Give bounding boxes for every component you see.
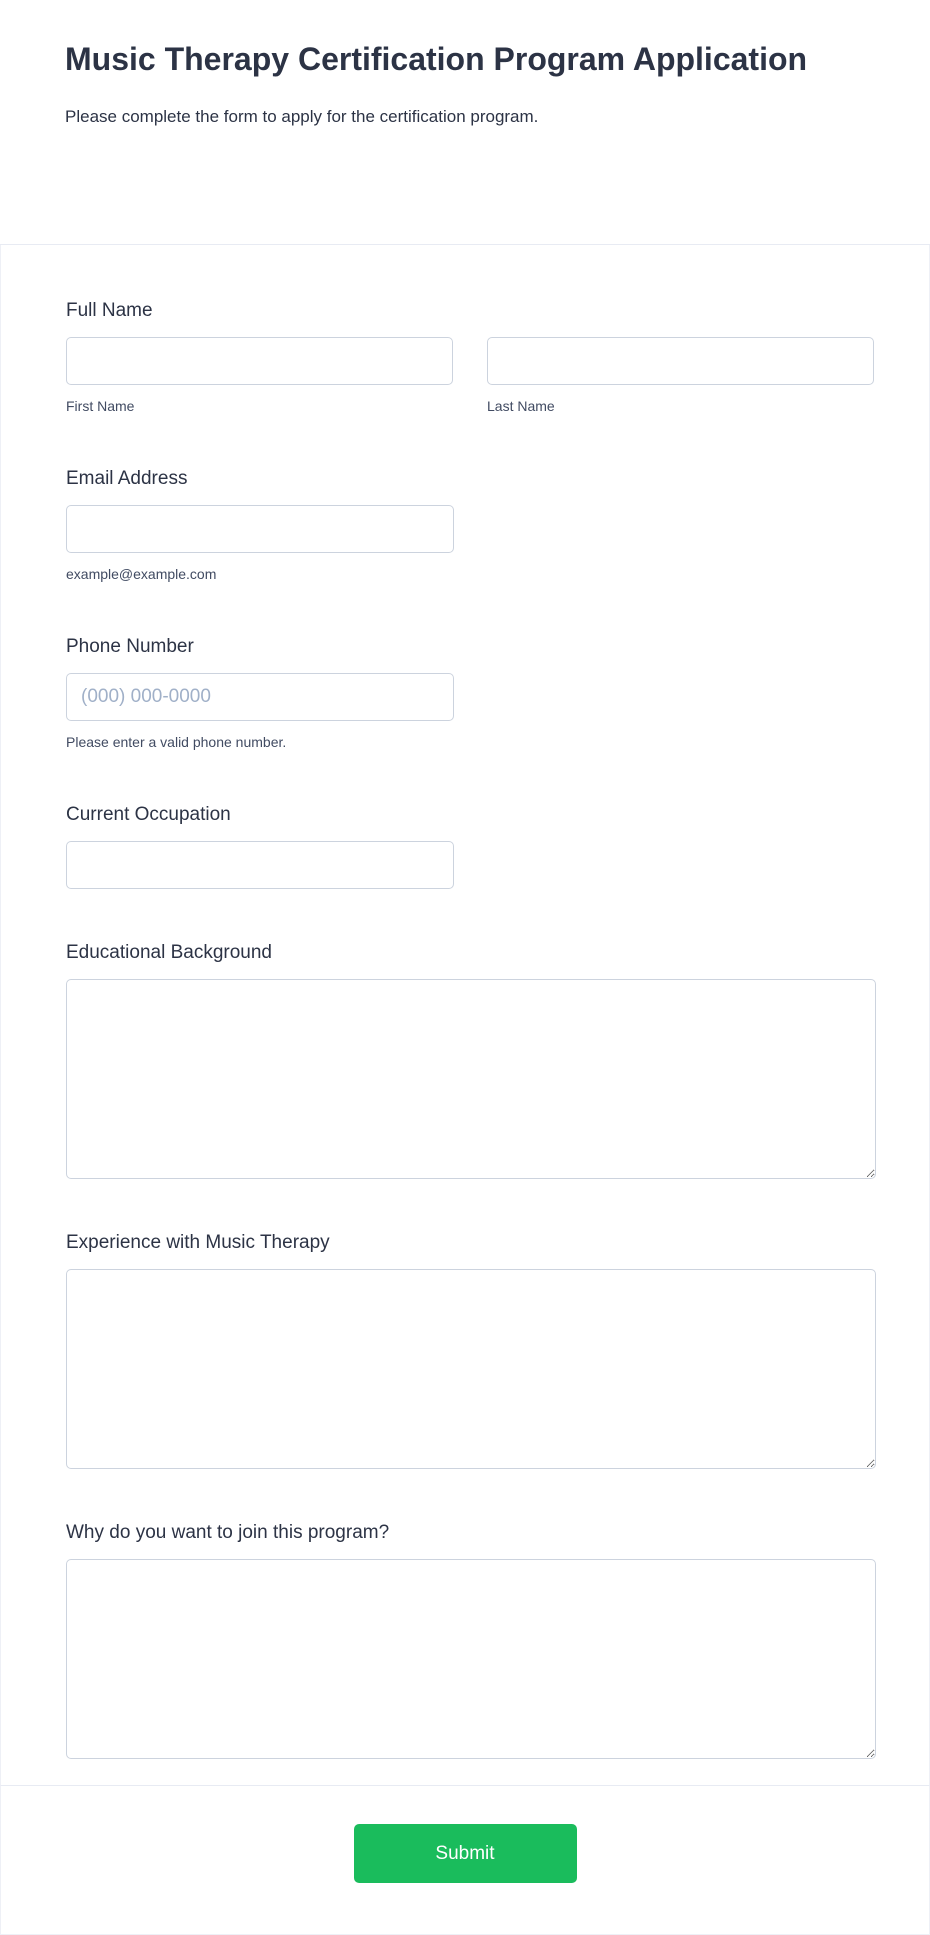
first-name-sublabel: First Name (66, 398, 135, 414)
form-footer (0, 1785, 930, 1935)
phone-input[interactable] (66, 673, 454, 721)
field-motivation (66, 1521, 874, 1759)
field-full-name (66, 299, 874, 415)
phone-hint: Please enter a valid phone number. (66, 734, 287, 750)
field-occupation (66, 803, 874, 889)
submit-button[interactable]: Submit (354, 1824, 577, 1883)
occupation-input[interactable] (66, 841, 454, 889)
last-name-input[interactable] (487, 337, 874, 385)
motivation-label: Why do you want to join this program? (66, 1522, 390, 1543)
form-body (0, 245, 930, 1785)
field-phone (66, 635, 874, 751)
first-name-col (66, 337, 453, 415)
field-education (66, 941, 874, 1179)
occupation-label: Current Occupation (66, 804, 231, 825)
education-label: Educational Background (66, 942, 272, 963)
email-input[interactable] (66, 505, 454, 553)
first-name-input[interactable] (66, 337, 453, 385)
motivation-textarea[interactable] (66, 1559, 876, 1759)
form-title: Music Therapy Certification Program Application (65, 41, 808, 77)
email-hint: example@example.com (66, 566, 217, 582)
experience-textarea[interactable] (66, 1269, 876, 1469)
full-name-row (66, 337, 874, 415)
form-header (0, 0, 930, 245)
last-name-sublabel: Last Name (487, 398, 555, 414)
form-subtitle: Please complete the form to apply for the certification program. (65, 107, 539, 126)
field-experience (66, 1231, 874, 1469)
last-name-col (487, 337, 874, 415)
phone-label: Phone Number (66, 636, 194, 657)
experience-label: Experience with Music Therapy (66, 1232, 330, 1253)
field-email (66, 467, 874, 583)
education-textarea[interactable] (66, 979, 876, 1179)
full-name-label: Full Name (66, 300, 153, 321)
email-label: Email Address (66, 468, 188, 489)
